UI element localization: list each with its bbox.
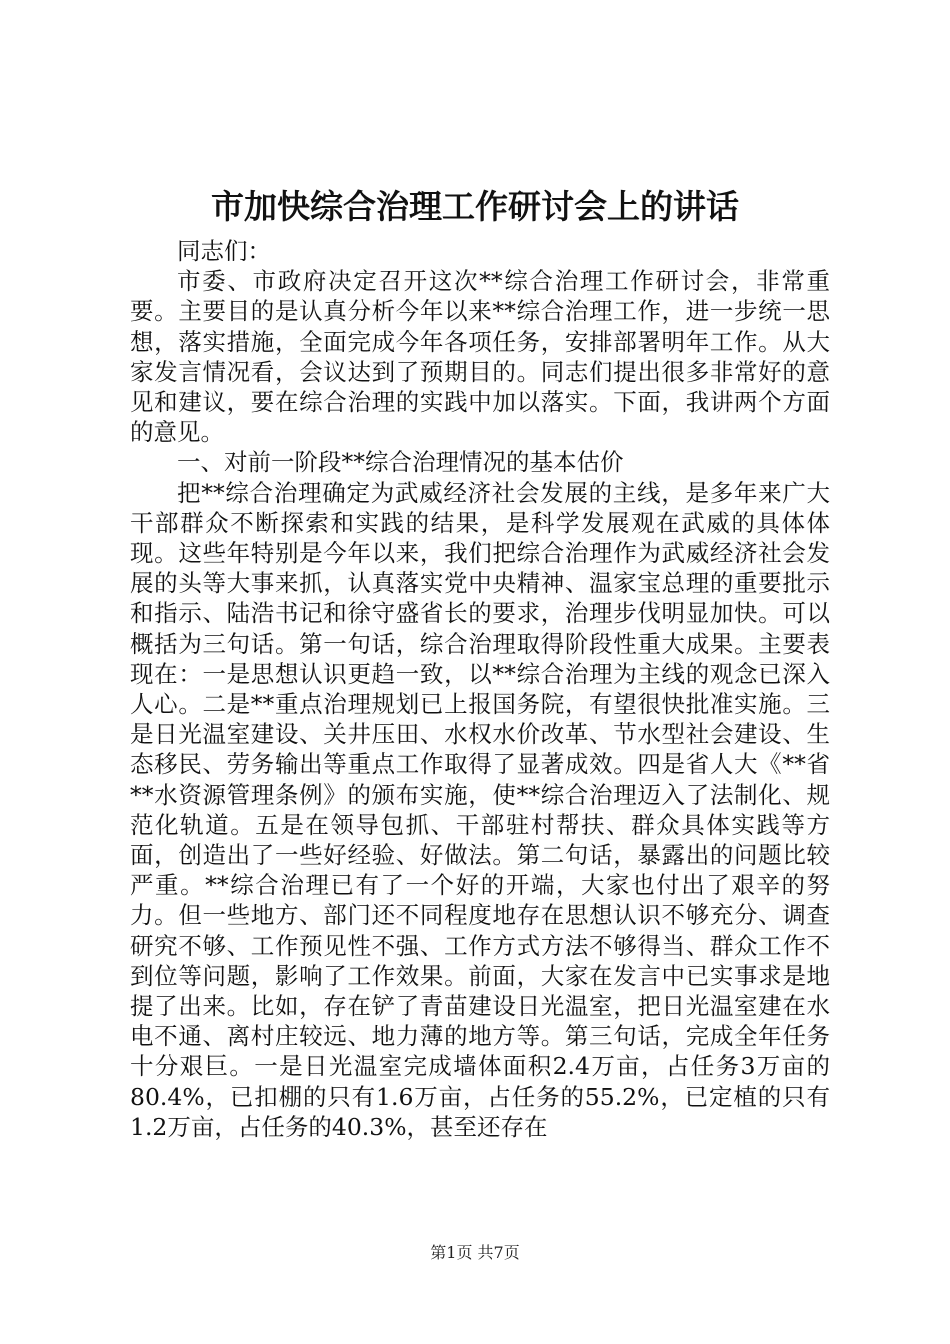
intro-paragraph: 市委、市政府决定召开这次**综合治理工作研讨会，非常重要。主要目的是认真分析今年以来**综合治理工作，进一步统一思想，落实措施，全面完成今年各项任务，安排部署明年工作。从大家发言情况看，会议达到了预期目的。同志们提出很多非常好的意见和建议，要在综合治理的实践中加以落实。下面，我讲两个方面的意见。	[130, 267, 830, 447]
document-body	[130, 236, 830, 1142]
document-title: 市加快综合治理工作研讨会上的讲话	[211, 187, 739, 226]
body-paragraph: 把**综合治理确定为武威经济社会发展的主线，是多年来广大干部群众不断探索和实践的结果，是科学发展观在武威的具体体现。这些年特别是今年以来，我们把综合治理作为武威经济社会发展的头等大事来抓，认真落实党中央精神、温家宝总理的重要批示和指示、陆浩书记和徐守盛省长的要求，治理步伐明显加快。可以概括为三句话。第一句话，综合治理取得阶段性重大成果。主要表现在：一是思想认识更趋一致，以**综合治理为主线的观念已深入人心。二是**重点治理规划已上报国务院，有望很快批准实施。三是日光温室建设、关井压田、水权水价改革、节水型社会建设、生态移民、劳务输出等重点工作取得了显著成效。四是省人大《**省**水资源管理条例》的颁布实施，使**综合治理迈入了法制化、规范化轨道。五是在领导包抓、干部驻村帮扶、群众具体实践等方面，创造出了一些好经验、好做法。第二句话，暴露出的问题比较严重。**综合治理已有了一个好的开端，大家也付出了艰辛的努力。但一些地方、部门还不同程度地存在思想认识不够充分、调查研究不够、工作预见性不强、工作方式方法不够得当、群众工作不到位等问题，影响了工作效果。前面，大家在发言中已实事求是地提了出来。比如，存在铲了青苗建设日光温室，把日光温室建在水电不通、离村庄较远、地力薄的地方等。第三句话，完成全年任务十分艰巨。一是日光温室完成墙体面积2.4万亩，占任务3万亩的80.4%，已扣棚的只有1.6万亩，占任务的55.2%，已定植的只有1.2万亩，占任务的40.3%，甚至还存在	[130, 478, 830, 1141]
section-heading: 一、对前一阶段**综合治理情况的基本估价	[177, 448, 624, 477]
salutation-paragraph: 同志们：	[177, 237, 271, 265]
page-number-footer: 第1页 共7页	[430, 1243, 520, 1262]
